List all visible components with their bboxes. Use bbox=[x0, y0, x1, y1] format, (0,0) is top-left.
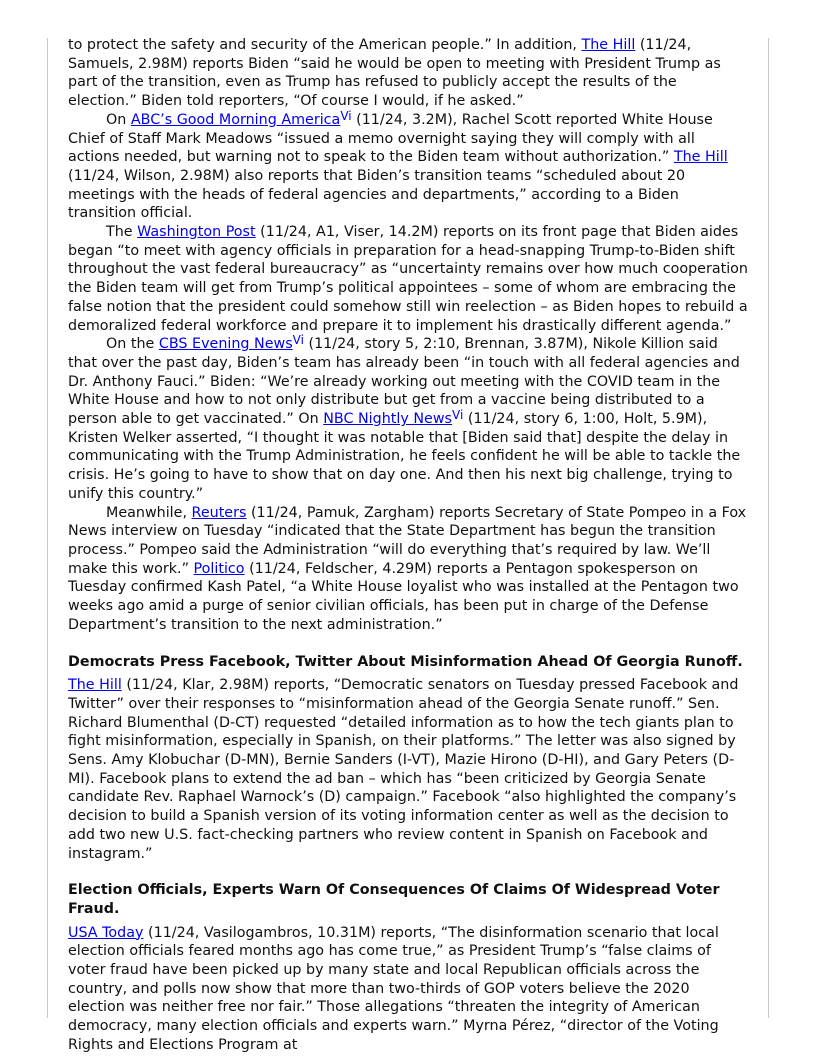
video-icon[interactable]: Vi bbox=[340, 108, 352, 123]
paragraph: The Washington Post (11/24, A1, Viser, 14.2M) reports on its front page that Biden aides began “to meet with agency officials in preparation for a head-snapping Trump-to-Biden shift throughout the vast federal bureaucracy” as “uncertainty remains over how much cooperation the Biden team will get from Trump’s political appointees – some of whom are embracing the false notion that the president could somehow still win reelection – as Biden hopes to rebuild a demoralized federal workforce and prepare it to implement his drastically different agenda.” bbox=[68, 224, 748, 334]
document-page bbox=[68, 36, 749, 1055]
video-icon[interactable]: Vi bbox=[292, 333, 304, 348]
source-link-washington-post[interactable]: Washington Post bbox=[137, 224, 256, 241]
video-icon[interactable]: Vi bbox=[452, 408, 464, 423]
source-link-cbs-evening-news[interactable]: CBS Evening News bbox=[158, 336, 293, 353]
right-margin-rule bbox=[768, 38, 769, 1018]
paragraph: to protect the safety and security of the American people.” In addition, The Hill (11/24, Samuels, 2.98M) reports Biden “said he would be open to meeting with President Trump as part of the transition, even as Trump has refused to publicly accept the results of the election.” Biden told reporters, “Of course I would, if he asked.” bbox=[68, 37, 721, 110]
paragraph: On ABC’s Good Morning America$^{Vi}$ (11/24, 3.2M), Rachel Scott reported White House Chief of Staff Mark Meadows “issued a memo overnight saying they will comply with all actions needed, but warning not to speak to the Biden team without authorization.” The Hill (11/24, Wilson, 2.98M) also reports that Biden’s transition teams “scheduled about 20 meetings with the heads of federal agencies and departments,” according to a Biden transition official. bbox=[68, 108, 728, 222]
source-link-the-hill[interactable]: The Hill bbox=[68, 677, 122, 694]
paragraph: The Hill (11/24, Klar, 2.98M) reports, “Democratic senators on Tuesday pressed Facebook and Twitter” over their responses to “misinformation ahead of the Georgia Senate runoff.” Sen. Richard Blumenthal (D-CT) requested “detailed information as to how the tech giants plan to fight misinformation, especially in Spanish, on their platforms.” The letter was also signed by Sens. Amy Klobuchar (D-MN), Bernie Sanders (I-VT), Mazie Hirono (D-HI), and Gary Peters (D-MI). Facebook plans to extend the ad ban – which has “been criticized by Georgia Senate candidate Rev. Raphael Warnock’s (D) campaign.” Facebook “also highlighted the company’s decision to build a Spanish version of its voting information center as well as the decision to add two new U.S. fact-checking partners who review content in Spanish on Facebook and instagram.” bbox=[68, 677, 739, 862]
left-margin-rule bbox=[47, 38, 48, 1018]
source-link-nbc-nightly-news[interactable]: NBC Nightly News bbox=[323, 411, 452, 428]
paragraph: USA Today (11/24, Vasilogambros, 10.31M) reports, “The disinformation scenario that local election officials feared months ago has come true,” as President Trump’s “false claims of voter fraud have been picked up by many state and local Republican officials across the country, and polls now show that more than two-thirds of GOP voters believe the 2020 election was neither free nor fair.” Those allegations “threaten the integrity of American democracy, many election officials and experts warn.” Myrna Pérez, “director of the Voting Rights and Elections Program at bbox=[68, 924, 719, 1053]
paragraph: Meanwhile, Reuters (11/24, Pamuk, Zargham) reports Secretary of State Pompeo in a Fox News interview on Tuesday “indicated that the State Department has begun the transition process.” Pompeo said the Administration “will do everything that’s required by law. We’ll make this work.” Politico (11/24, Feldscher, 4.29M) reports a Pentagon spokesperson on Tuesday confirmed Kash Patel, “a White House loyalist who was installed at the Pentagon two weeks ago amid a purge of senior civilian officials, has been put in charge of the Defense Department’s transition to the next administration.” bbox=[68, 504, 747, 633]
section-heading: Democrats Press Facebook, Twitter About Misinformation Ahead Of Georgia Runoff. bbox=[68, 653, 743, 670]
source-link-abc-good-morning-america[interactable]: ABC’s Good Morning America bbox=[130, 111, 341, 128]
source-link-reuters[interactable]: Reuters bbox=[191, 504, 247, 521]
source-link-usa-today[interactable]: USA Today bbox=[68, 924, 144, 941]
paragraph: On the CBS Evening News$^{Vi}$ (11/24, story 5, 2:10, Brennan, 3.87M), Nikole Killion said that over the past day, Biden’s team has already been “in touch with all federal agencies and Dr. Anthony Fauci.” Biden: “We’re already working out meeting with the COVID team in the White House and how to not only distribute but get from a vaccine being distributed to a person able to get vaccinated.” On NBC Nightly News$^{Vi}$ (11/24, story 6, 1:00, Holt, 5.9M), Kristen Welker asserted, “I thought it was notable that [Biden said that] despite the delay in communicating with the Trump Administration, he feels confident he will be able to tackle the crisis. He’s going to have to show that on day one. And then his next big challenge, trying to unify this country.” bbox=[68, 333, 741, 502]
source-link-politico[interactable]: Politico bbox=[193, 560, 245, 577]
source-link-the-hill[interactable]: The Hill bbox=[581, 37, 636, 53]
source-link-the-hill[interactable]: The Hill bbox=[673, 149, 728, 166]
section-heading: Election Officials, Experts Warn Of Consequences Of Claims Of Widespread Voter Fraud. bbox=[68, 882, 720, 917]
